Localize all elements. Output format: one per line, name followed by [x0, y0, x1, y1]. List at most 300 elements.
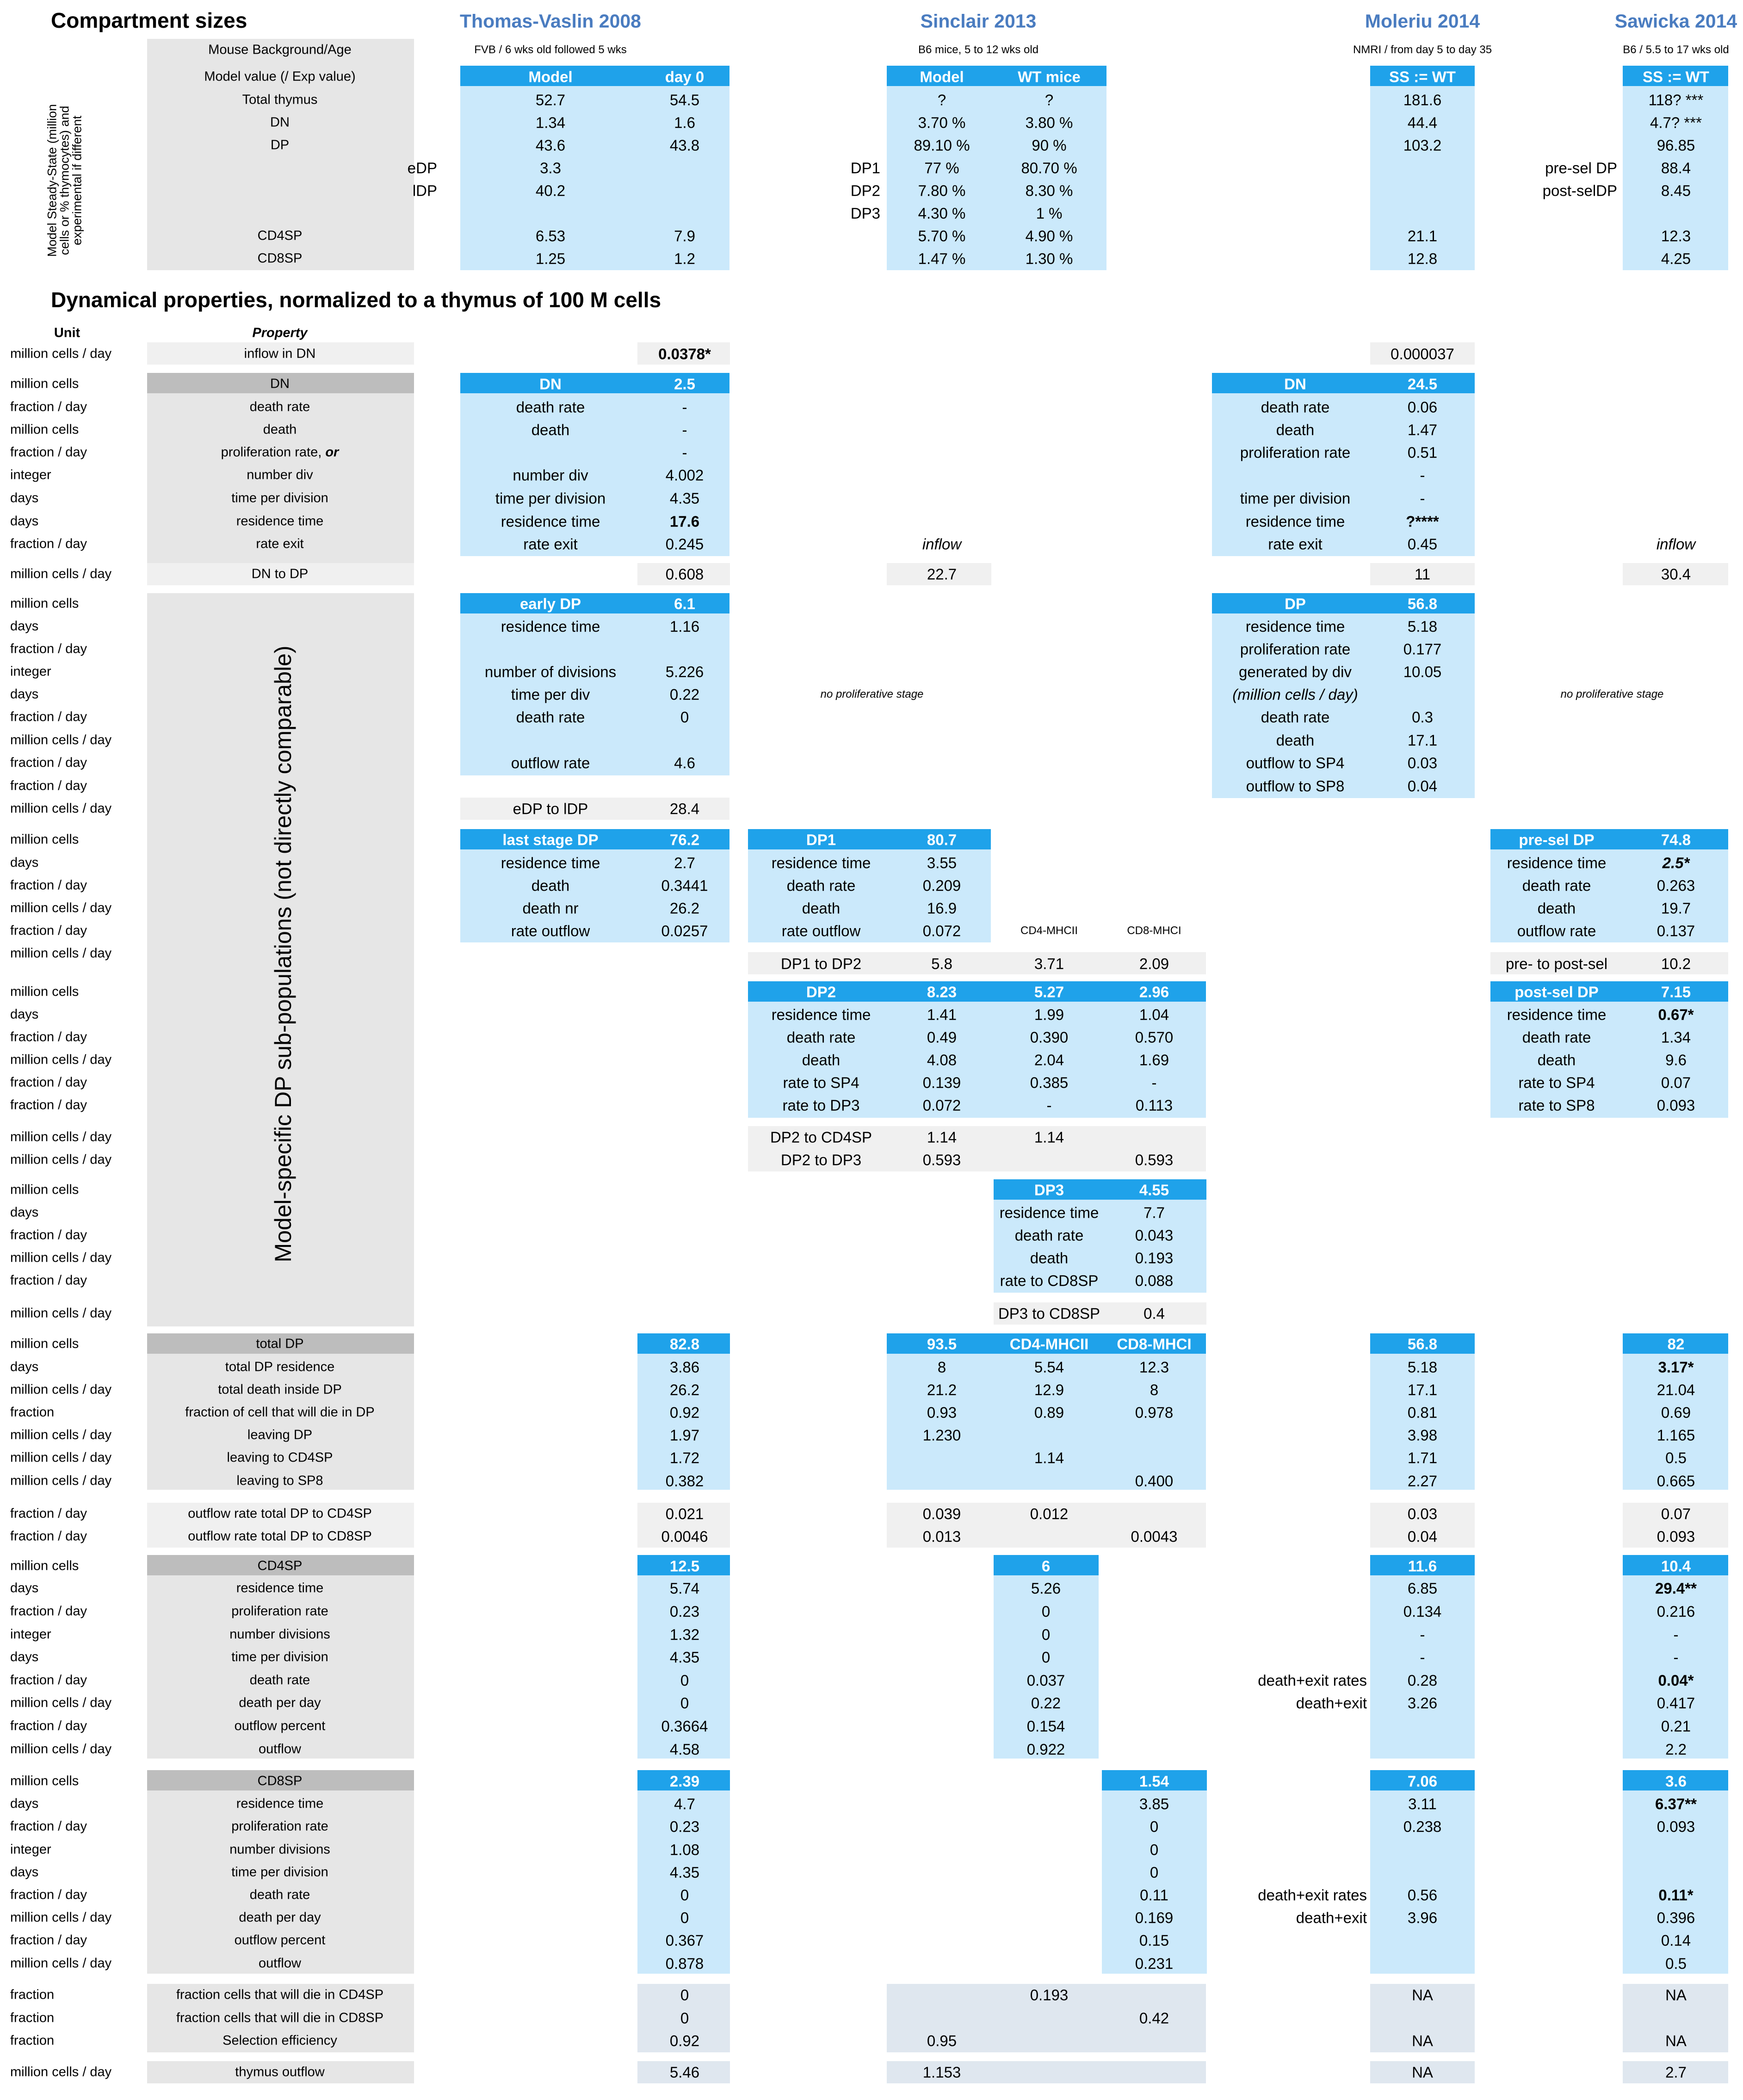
cell-text: Mouse Background/Age — [208, 42, 352, 57]
unit-label: fraction / day — [10, 1819, 87, 1834]
cell-text: 0.45 — [1407, 535, 1438, 553]
cell-text: rate exit — [256, 536, 304, 551]
cell-text: 77 % — [924, 159, 959, 177]
cell-text: 0.263 — [1656, 877, 1695, 894]
cell-text: 4.7? *** — [1650, 114, 1702, 131]
cell-text: 6 — [1041, 1557, 1051, 1575]
cell-text: CD4-MHCII — [1020, 924, 1078, 937]
cell-text: 3.85 — [1139, 1795, 1169, 1813]
cell-text: 3.71 — [1034, 955, 1064, 973]
cell-text: time per division — [231, 1649, 328, 1665]
cell-text: post-selDP — [1542, 182, 1617, 199]
cell-text: - — [1673, 1648, 1679, 1666]
cell-text: - — [682, 398, 687, 416]
unit-label: million cells / day — [10, 1473, 112, 1488]
cell-text: 0.390 — [1030, 1028, 1069, 1046]
cell-text: 17.1 — [1407, 731, 1438, 749]
cell-text: proliferation rate — [231, 1604, 328, 1619]
cell-text: number div — [513, 466, 588, 484]
cell-text: pre-sel DP — [1519, 831, 1595, 849]
cell-text: 21.04 — [1656, 1381, 1695, 1399]
cell-text: total death inside DP — [218, 1382, 342, 1397]
cell-text: 8.23 — [927, 983, 957, 1001]
cell-text: 0 — [1041, 1603, 1051, 1620]
cell-text: 29.4** — [1655, 1580, 1697, 1597]
cell-text: death+exit rates — [1258, 1672, 1367, 1689]
cell-text: 1.14 — [1034, 1128, 1064, 1146]
unit-label: million cells / day — [10, 1152, 112, 1167]
cell-text: 0.67* — [1658, 1006, 1694, 1023]
section-title: Dynamical properties, normalized to a thymus of 100 M cells — [51, 288, 661, 312]
cell-text: 2.5 — [674, 375, 695, 393]
unit-label: days — [10, 1007, 39, 1022]
unit-label: fraction / day — [10, 1887, 87, 1902]
unit-label: integer — [10, 664, 51, 679]
unit-label: million cells / day — [10, 1427, 112, 1443]
cell-text: no proliferative stage — [820, 688, 924, 700]
cell-text: number divisions — [229, 1627, 330, 1642]
cell-text: 8.45 — [1661, 182, 1691, 199]
cell-text: 82 — [1667, 1335, 1685, 1353]
cell-text: CD4-MHCII — [1009, 1335, 1089, 1353]
unit-label: million cells — [10, 1336, 79, 1351]
cell-text: CD4SP — [257, 1558, 303, 1573]
cell-text: death — [802, 1051, 841, 1069]
cell-text: 7.7 — [1143, 1204, 1165, 1221]
unit-label: fraction / day — [10, 1506, 87, 1521]
unit-label: million cells / day — [10, 946, 112, 961]
cell-text: 7.06 — [1407, 1772, 1438, 1790]
unit-label: million cells / day — [10, 801, 112, 816]
cell-text: death rate — [516, 398, 585, 416]
unit-label: days — [10, 1359, 39, 1375]
unit-label: million cells / day — [10, 1956, 112, 1971]
cell-text: 0 — [1041, 1626, 1051, 1643]
cell-text: 0.03 — [1407, 754, 1438, 772]
cell-text: 0.04 — [1407, 1528, 1438, 1545]
cell-text: - — [1420, 466, 1425, 484]
unit-label: days — [10, 1796, 39, 1811]
unit-label: million cells / day — [10, 2064, 112, 2080]
cell-text: 12.5 — [669, 1557, 700, 1575]
cell-text: death rate — [1522, 877, 1591, 894]
unit-label: million cells — [10, 422, 79, 437]
cell-text: 0.81 — [1407, 1404, 1438, 1421]
unit-label: fraction / day — [10, 709, 87, 725]
unit-label: million cells / day — [10, 1450, 112, 1465]
model-name: Sinclair 2013 — [920, 10, 1037, 32]
cell-text: 2.27 — [1407, 1472, 1438, 1490]
unit-label: million cells / day — [10, 566, 112, 582]
cell-text: 0.95 — [927, 2032, 957, 2050]
cell-text: 1.32 — [669, 1626, 700, 1643]
cell-text: death — [1537, 899, 1576, 917]
cell-text: death rate — [786, 877, 856, 894]
cell-text: residence time — [501, 854, 600, 872]
unit-label: million cells / day — [10, 732, 112, 748]
cell-text: number div — [247, 467, 313, 483]
cell-text: 1.34 — [535, 114, 566, 131]
cell-text: B6 / 5.5 to 17 wks old — [1623, 43, 1729, 56]
cell-text: leaving to CD4SP — [227, 1450, 333, 1465]
cell-text: 12.9 — [1034, 1381, 1064, 1399]
cell-text: 2.39 — [669, 1772, 700, 1790]
cell-text: 10.05 — [1403, 663, 1442, 681]
cell-text: 4.6 — [674, 754, 695, 772]
cell-text: rate to DP3 — [782, 1096, 860, 1114]
cell-text: 0.013 — [922, 1528, 961, 1545]
cell-text: 0.072 — [922, 922, 961, 940]
unit-label: million cells — [10, 1773, 79, 1789]
cell-text: 0.06 — [1407, 398, 1438, 416]
cell-text: post-sel DP — [1514, 983, 1599, 1001]
cell-text: 7.9 — [674, 227, 695, 245]
cell-text: inflow — [922, 535, 962, 553]
cell-text: number of divisions — [484, 663, 617, 681]
cell-text: 0.28 — [1407, 1672, 1438, 1689]
cell-text: residence time — [236, 514, 324, 529]
cell-text: outflow to SP4 — [1246, 754, 1345, 772]
cell-text: 0.22 — [669, 686, 700, 703]
unit-label: fraction / day — [10, 536, 87, 551]
cell-text: 0 — [1150, 1841, 1159, 1858]
cell-text: 2.7 — [674, 854, 695, 872]
cell-text: NA — [1412, 2063, 1433, 2081]
cell-text: Model — [920, 68, 964, 86]
cell-text: 4.35 — [669, 1648, 700, 1666]
cell-text: CD4SP — [257, 228, 303, 243]
cell-text: - — [682, 444, 687, 461]
cell-text: inflow — [1656, 535, 1696, 553]
cell-text: rate outflow — [511, 922, 590, 940]
unit-label: fraction — [10, 2010, 55, 2026]
unit-label: fraction — [10, 2033, 55, 2048]
cell-text: outflow rate — [1517, 922, 1596, 940]
cell-text: 1.14 — [927, 1128, 957, 1146]
cell-text: 3.26 — [1407, 1694, 1438, 1712]
cell-text: 0.03 — [1407, 1505, 1438, 1523]
cell-text: lDP — [412, 182, 437, 199]
cell-text: 0.11 — [1140, 1886, 1168, 1904]
cell-text: 0.396 — [1656, 1909, 1695, 1927]
cell-text: residence time — [501, 513, 600, 530]
cell-text: 6.85 — [1407, 1580, 1438, 1597]
cell-text: 16.9 — [927, 899, 957, 917]
cell-text: rate to CD8SP — [1000, 1272, 1099, 1289]
cell-text: 0.69 — [1661, 1404, 1691, 1421]
cell-text: 0.22 — [1031, 1694, 1061, 1712]
cell-text: DP1 to DP2 — [780, 955, 862, 973]
unit-label: fraction / day — [10, 1075, 87, 1090]
cell-text: (million cells / day) — [1232, 686, 1358, 703]
cell-text: day 0 — [665, 68, 705, 86]
cell-text: proliferation rate — [1240, 444, 1351, 461]
cell-text: Total thymus — [242, 92, 318, 107]
cell-text: 4.35 — [669, 1864, 700, 1881]
cell-text: death — [1276, 421, 1315, 439]
cell-text: 1.99 — [1034, 1006, 1064, 1023]
cell-text: DP1 — [850, 159, 880, 177]
cell-text: 5.18 — [1407, 1358, 1438, 1376]
steady-state-axis-label: Model Steady-State (million cells or % thymocytes) and experimental if different — [45, 104, 84, 257]
cell-text: 11 — [1414, 565, 1431, 583]
cell-text: death — [531, 421, 570, 439]
cell-text: Model value (/ Exp value) — [204, 69, 356, 84]
cell-text: proliferation rate — [231, 1819, 328, 1834]
cell-text: 17.1 — [1407, 1381, 1438, 1399]
cell-text: death per day — [239, 1695, 321, 1710]
cell-text: - — [1673, 1626, 1679, 1643]
cell-text: 0.3 — [1412, 708, 1433, 726]
cell-text: 2.96 — [1139, 983, 1169, 1001]
cell-text: 1.41 — [927, 1006, 957, 1023]
unit-label: million cells / day — [10, 1250, 112, 1265]
unit-label: fraction / day — [10, 1097, 87, 1113]
unit-label: fraction / day — [10, 923, 87, 938]
cell-text: 0 — [680, 2009, 689, 2027]
cell-text: death nr — [522, 899, 579, 917]
cell-text: 30.4 — [1661, 565, 1691, 583]
cell-text: 1.08 — [669, 1841, 700, 1858]
model-name: Sawicka 2014 — [1614, 10, 1737, 32]
cell-text: residence time — [236, 1796, 324, 1811]
cell-text: outflow to SP8 — [1246, 777, 1345, 795]
cell-text: 0.89 — [1034, 1404, 1064, 1421]
cell-text: 1.69 — [1139, 1051, 1169, 1069]
cell-text: 43.8 — [669, 136, 700, 154]
cell-text: 0.154 — [1026, 1717, 1065, 1735]
cell-text: 3.80 % — [1025, 114, 1073, 131]
cell-text: 19.7 — [1661, 899, 1691, 917]
cell-text: 4.30 % — [918, 204, 966, 222]
cell-text: time per division — [231, 1865, 328, 1880]
cell-text: CD8SP — [257, 1773, 303, 1789]
cell-text: 5.27 — [1034, 983, 1064, 1001]
cell-text: 0.23 — [669, 1603, 700, 1620]
cell-text: DN to DP — [251, 566, 309, 582]
cell-text: 3.70 % — [918, 114, 966, 131]
cell-text: 0.49 — [927, 1028, 957, 1046]
cell-text: 5.70 % — [918, 227, 966, 245]
cell-text: outflow — [259, 1956, 301, 1971]
cell-text: 0.012 — [1030, 1505, 1069, 1523]
unit-label: fraction / day — [10, 399, 87, 415]
unit-label: million cells / day — [10, 1695, 112, 1710]
cell-text: 0.193 — [1030, 1986, 1069, 2004]
cell-text: DN — [270, 376, 290, 391]
cell-text: 5.8 — [931, 955, 952, 973]
cell-text: 96.85 — [1656, 136, 1695, 154]
cell-text: rate to SP4 — [1518, 1074, 1595, 1091]
cell-text: DP3 — [1034, 1181, 1064, 1199]
unit-label: million cells / day — [10, 1910, 112, 1925]
cell-text: 10.4 — [1661, 1557, 1691, 1575]
cell-text: 0.021 — [665, 1505, 704, 1523]
cell-text: 0.15 — [1139, 1932, 1169, 1949]
cell-text: 2.7 — [1665, 2063, 1687, 2081]
cell-text: death — [1537, 1051, 1576, 1069]
cell-text: DP3 to CD8SP — [998, 1305, 1100, 1322]
cell-text: 0.000037 — [1391, 345, 1454, 363]
cell-text: eDP to lDP — [513, 800, 588, 818]
cell-text: 0.0043 — [1131, 1528, 1178, 1545]
unit-label: days — [10, 619, 39, 634]
cell-text: 0.978 — [1135, 1404, 1174, 1421]
cell-text: 0.139 — [922, 1074, 961, 1091]
cell-text: fraction cells that will die in CD4SP — [176, 1987, 384, 2002]
cell-text: DP2 — [850, 182, 880, 199]
cell-text: 0.0046 — [661, 1528, 708, 1545]
cell-text: ? — [1045, 91, 1054, 109]
cell-text: residence time — [236, 1580, 324, 1596]
cell-text: 0.043 — [1135, 1227, 1174, 1244]
cell-text: 0.245 — [665, 535, 704, 553]
cell-text: 3.17* — [1658, 1358, 1694, 1376]
cell-text: 0.92 — [669, 1404, 700, 1421]
cell-text: 3.98 — [1407, 1426, 1438, 1444]
cell-text: 0.93 — [927, 1404, 957, 1421]
cell-text: 0 — [680, 1694, 689, 1712]
cell-text: 0.072 — [922, 1096, 961, 1114]
cell-text: ? — [937, 91, 946, 109]
cell-text: 0.113 — [1135, 1096, 1173, 1114]
unit-label: days — [10, 687, 39, 702]
unit-label: integer — [10, 1627, 51, 1642]
unit-label: days — [10, 855, 39, 870]
cell-text: DN — [270, 115, 290, 130]
unit-label: days — [10, 1205, 39, 1220]
cell-text: time per div — [511, 686, 590, 703]
cell-text: 8.30 % — [1025, 182, 1073, 199]
cell-text: 0.07 — [1661, 1505, 1691, 1523]
unit-label: days — [10, 514, 39, 529]
cell-text: B6 mice, 5 to 12 wks old — [918, 43, 1039, 56]
model-name: Thomas-Vaslin 2008 — [460, 10, 641, 32]
cell-text: residence time — [771, 854, 871, 872]
cell-text: leaving DP — [247, 1427, 313, 1443]
cell-text: 0.593 — [1135, 1151, 1174, 1169]
cell-text: 12.3 — [1139, 1358, 1169, 1376]
unit-label: fraction / day — [10, 878, 87, 893]
cell-text: 181.6 — [1403, 91, 1442, 109]
cell-text: 44.4 — [1407, 114, 1438, 131]
section-title: Compartment sizes — [51, 8, 247, 32]
unit-label: million cells — [10, 984, 79, 999]
cell-text: 93.5 — [927, 1335, 957, 1353]
cell-text: 3.55 — [927, 854, 957, 872]
cell-text: 12.3 — [1661, 227, 1691, 245]
unit-label: million cells / day — [10, 1382, 112, 1397]
cell-text: DP2 to CD4SP — [770, 1128, 872, 1146]
cell-text: 0.922 — [1026, 1741, 1065, 1758]
cell-text: 4.58 — [669, 1741, 700, 1758]
unit-label: million cells / day — [10, 1129, 112, 1145]
cell-text: 2.2 — [1665, 1741, 1687, 1758]
cell-text: 0.42 — [1139, 2009, 1169, 2027]
cell-text: - — [1046, 1096, 1052, 1114]
cell-text: death+exit rates — [1258, 1886, 1367, 1904]
cell-text: 9.6 — [1665, 1051, 1687, 1069]
cell-text: NA — [1412, 1986, 1433, 2004]
cell-text: 17.6 — [669, 513, 700, 530]
cell-text: NA — [1412, 2032, 1433, 2050]
cell-text: 0.385 — [1030, 1074, 1069, 1091]
cell-text: 0 — [680, 1909, 689, 1927]
cell-text: 1.72 — [669, 1449, 700, 1467]
cell-text: number divisions — [229, 1842, 330, 1857]
cell-text: 0.3441 — [661, 877, 708, 894]
cell-text: residence time — [1245, 618, 1345, 635]
cell-text: eDP — [407, 159, 437, 177]
cell-text: 0.5 — [1665, 1955, 1687, 1972]
unit-label: fraction / day — [10, 1933, 87, 1948]
cell-text: 1 % — [1036, 204, 1063, 222]
cell-text: 90 % — [1032, 136, 1067, 154]
cell-text: 1.04 — [1139, 1006, 1169, 1023]
cell-text: 103.2 — [1403, 136, 1442, 154]
cell-text: 0.134 — [1403, 1603, 1442, 1620]
cell-text: 0.11* — [1658, 1886, 1694, 1904]
cell-text: WT mice — [1018, 68, 1081, 86]
cell-text: death — [263, 422, 297, 437]
cell-text: DP2 to DP3 — [780, 1151, 862, 1169]
unit-label: million cells — [10, 376, 79, 391]
unit-label: days — [10, 490, 39, 506]
cell-text: SS := WT — [1389, 68, 1456, 86]
cell-text: 0.14 — [1661, 1932, 1691, 1949]
cell-text: 1.2 — [674, 250, 695, 267]
cell-text: 21.2 — [927, 1381, 957, 1399]
cell-text: fraction cells that will die in CD8SP — [176, 2010, 384, 2026]
cell-text: 54.5 — [669, 91, 700, 109]
cell-text: 89.10 % — [914, 136, 970, 154]
cell-text: 0.4 — [1143, 1305, 1165, 1322]
cell-text: rate to SP8 — [1518, 1096, 1595, 1114]
cell-text: 22.7 — [927, 565, 957, 583]
unit-label: days — [10, 1649, 39, 1665]
cell-text: 0.21 — [1661, 1717, 1691, 1735]
cell-text: residence time — [1507, 1006, 1607, 1023]
cell-text: death rate — [786, 1028, 856, 1046]
unit-label: million cells — [10, 832, 79, 847]
cell-text: 0 — [680, 1986, 689, 2004]
cell-text: outflow rate — [511, 754, 590, 772]
unit-label: fraction / day — [10, 755, 87, 770]
cell-text: time per division — [1240, 489, 1351, 507]
cell-text: proliferation rate, or — [221, 445, 339, 460]
cell-text: 8 — [937, 1358, 946, 1376]
unit-label: integer — [10, 467, 51, 483]
unit-label: million cells / day — [10, 900, 112, 916]
cell-text: 40.2 — [535, 182, 566, 199]
cell-text: 0.216 — [1656, 1603, 1695, 1620]
cell-text: 0.093 — [1656, 1818, 1695, 1835]
cell-text: Unit — [54, 325, 80, 341]
cell-text: 43.6 — [535, 136, 566, 154]
cell-text: 0.169 — [1135, 1909, 1174, 1927]
cell-text: CD8SP — [257, 251, 303, 266]
cell-text: NMRI / from day 5 to day 35 — [1353, 43, 1492, 56]
unit-label: million cells / day — [10, 1306, 112, 1321]
cell-text: 0.039 — [922, 1505, 961, 1523]
cell-text: 0.608 — [665, 565, 704, 583]
dp-subpopulations-axis-label: Model-specific DP sub-populations (not directly comparable) — [270, 645, 296, 1263]
cell-text: outflow percent — [234, 1718, 326, 1734]
cell-text: - — [1420, 1648, 1425, 1666]
cell-text: ?**** — [1406, 513, 1439, 530]
cell-text: 0.093 — [1656, 1096, 1695, 1114]
cell-text: 5.74 — [669, 1580, 700, 1597]
